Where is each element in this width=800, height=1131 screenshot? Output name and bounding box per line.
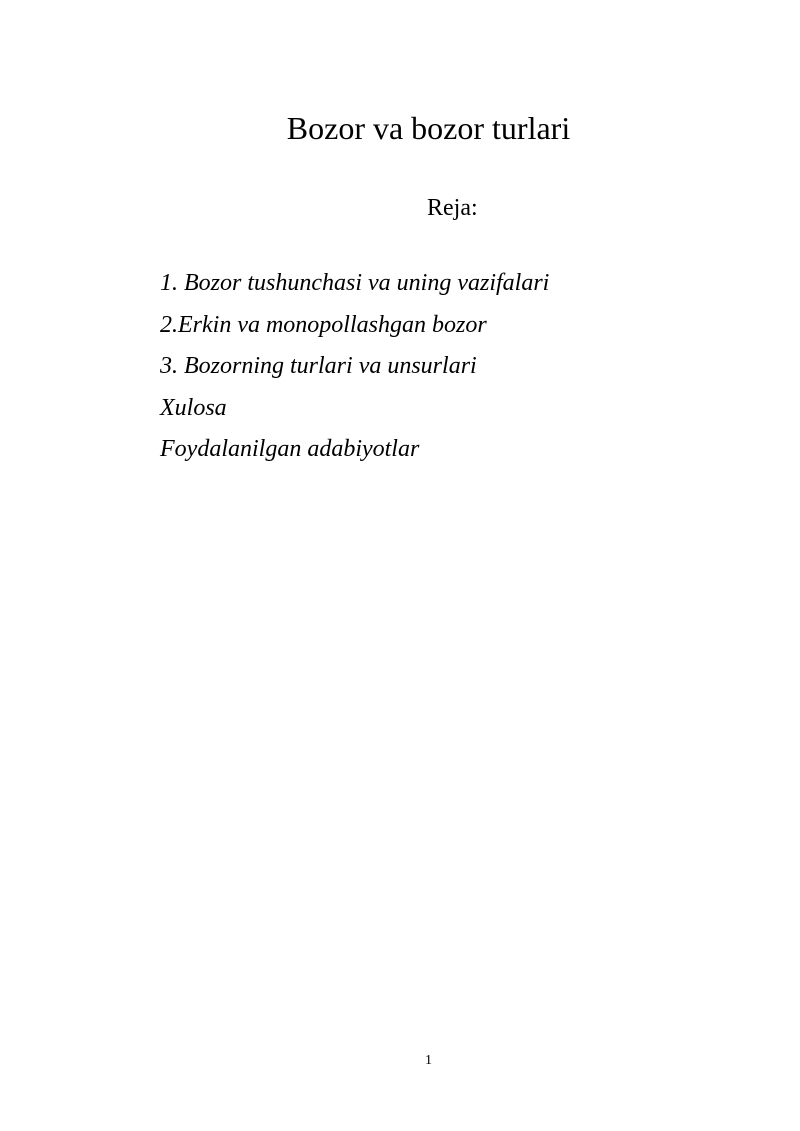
toc-item: 2.Erkin va monopollashgan bozor — [160, 311, 487, 338]
toc-item: 1. Bozor tushunchasi va uning vazifalari — [160, 270, 550, 296]
plan-heading: Reja: — [427, 195, 478, 221]
table-of-contents — [160, 263, 549, 471]
toc-item: 3. Bozorning turlari va unsurlari — [160, 353, 477, 379]
toc-item: Foydalanilgan adabiyotlar — [160, 436, 420, 462]
page-number: 1 — [425, 1053, 432, 1068]
toc-item: Xulosa — [160, 394, 227, 421]
document-title: Bozor va bozor turlari — [286, 110, 571, 146]
